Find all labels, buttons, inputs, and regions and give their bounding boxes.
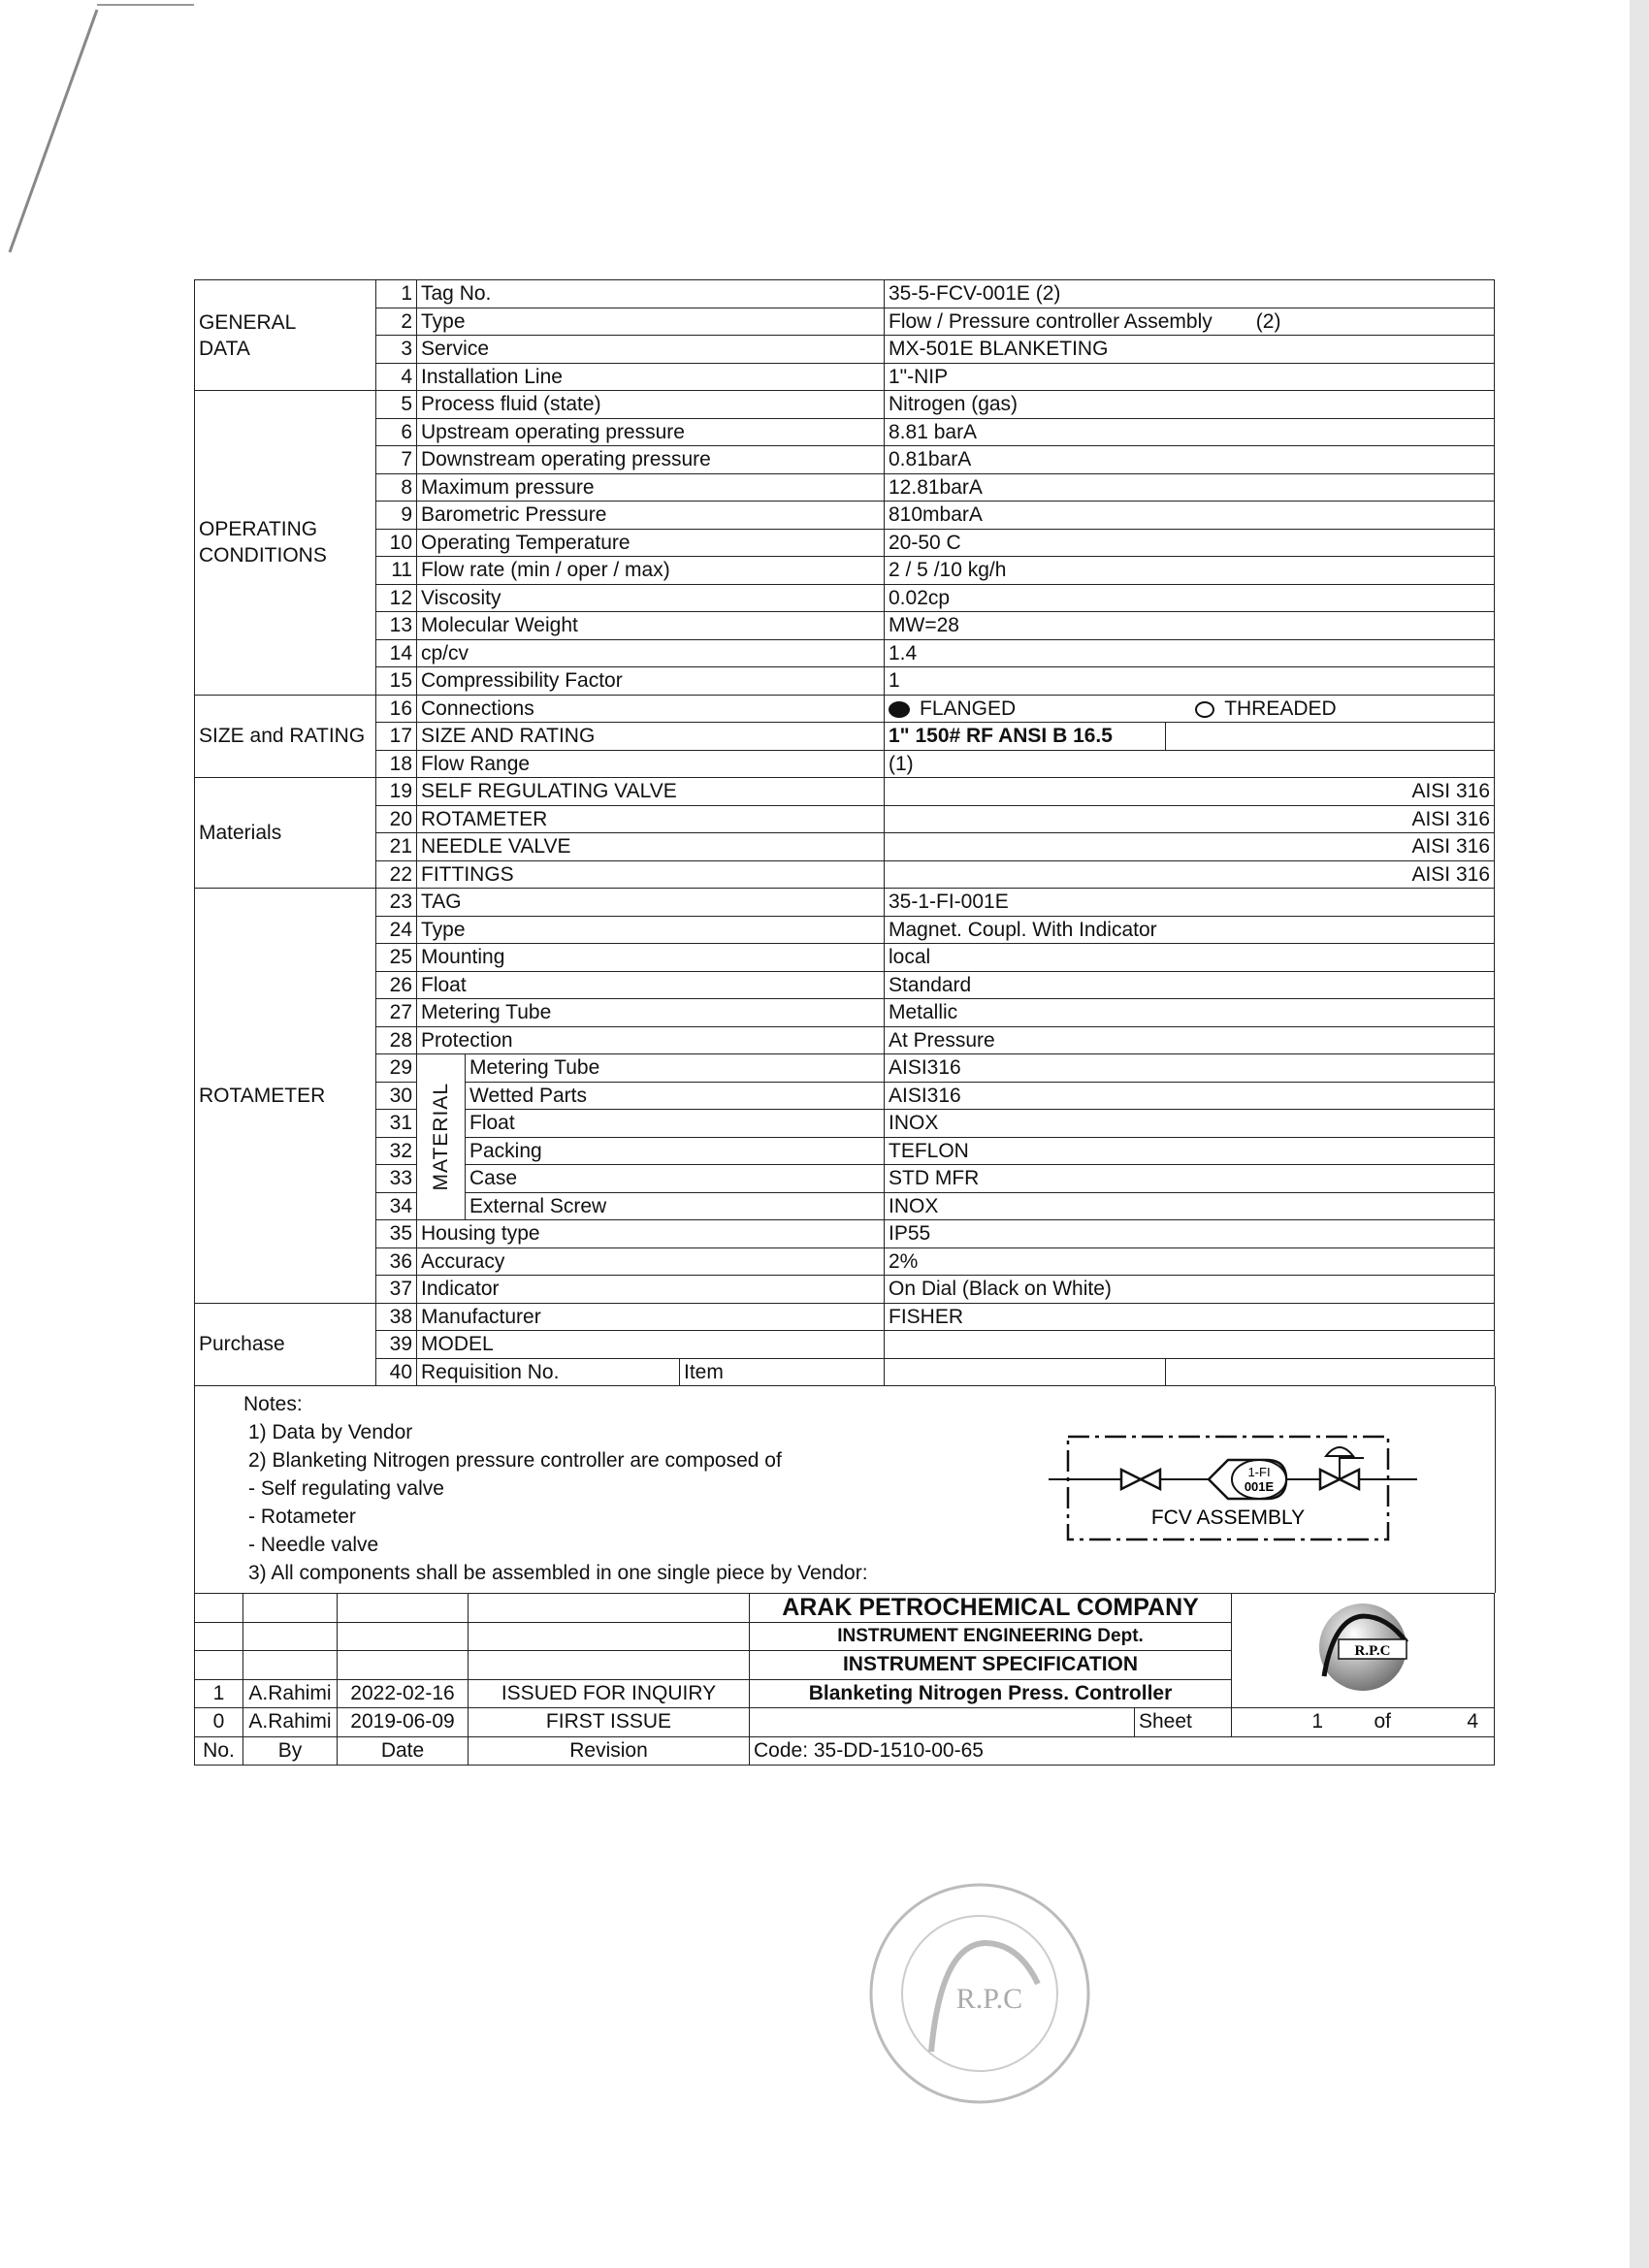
row-value: MW=28 (885, 612, 1495, 640)
row-value: AISI 316 (885, 860, 1495, 889)
row-number: 23 (376, 889, 417, 917)
document-title: Blanketing Nitrogen Press. Controller (750, 1679, 1232, 1708)
stamp-text: R.P.C (955, 1983, 1023, 2015)
connections-options (885, 695, 1495, 723)
row-number: 15 (376, 667, 417, 696)
row-label: cp/cv (417, 639, 885, 667)
spec-row (195, 750, 1495, 778)
rpc-logo (1285, 1599, 1440, 1696)
row-label: Tag No. (417, 280, 885, 308)
rev-no: 0 (195, 1708, 243, 1737)
fcv-bubble-top: 1-FI (1247, 1465, 1271, 1479)
company-name: ARAK PETROCHEMICAL COMPANY (750, 1594, 1232, 1623)
header-no: No. (195, 1736, 243, 1766)
spec-row (195, 308, 1495, 336)
spec-row (195, 336, 1495, 364)
spec-row (195, 1358, 1495, 1386)
row-value: AISI 316 (885, 805, 1495, 833)
note-line: - Self regulating valve (248, 1477, 444, 1500)
dept-name: INSTRUMENT ENGINEERING Dept. (750, 1622, 1232, 1651)
row-label: Viscosity (417, 584, 885, 612)
empty-radio-icon (1195, 701, 1214, 718)
spec-row (195, 805, 1495, 833)
row-label: Requisition No. (417, 1358, 680, 1386)
row-label: Mounting (417, 944, 885, 972)
fcv-label: FCV ASSEMBLY (1150, 1507, 1306, 1529)
row-value: INOX (885, 1192, 1495, 1220)
spec-row (195, 889, 1495, 917)
spec-row (195, 639, 1495, 667)
row-label: Barometric Pressure (417, 502, 885, 530)
rev-no: 1 (195, 1679, 243, 1708)
value-note: (2) (1255, 309, 1281, 333)
row-label: Packing (466, 1137, 885, 1165)
row-label: MODEL (417, 1331, 885, 1359)
row-value: FISHER (885, 1303, 1495, 1331)
row-value: AISI316 (885, 1082, 1495, 1110)
spec-row (195, 916, 1495, 944)
row-label: Service (417, 336, 885, 364)
row-label: SIZE AND RATING (417, 723, 885, 751)
spec-row (195, 833, 1495, 861)
row-label: Installation Line (417, 363, 885, 391)
rev-date: 2022-02-16 (338, 1679, 469, 1708)
row-label: Molecular Weight (417, 612, 885, 640)
row-number: 35 (376, 1220, 417, 1248)
company-stamp (863, 1877, 1096, 2110)
option-threaded: THREADED (1224, 697, 1337, 720)
sheet-label: Sheet (1135, 1708, 1232, 1737)
spec-row (195, 1110, 1495, 1138)
row-number: 26 (376, 971, 417, 999)
note-line: 2) Blanketing Nitrogen pressure controller are composed of (248, 1449, 782, 1472)
row-number: 37 (376, 1276, 417, 1304)
note-line: - Needle valve (248, 1534, 379, 1556)
spec-row (195, 1192, 1495, 1220)
spec-row (195, 557, 1495, 585)
row-value-empty (1166, 723, 1495, 751)
group-label-line: GENERAL (199, 310, 297, 334)
header-revision: Revision (469, 1736, 750, 1766)
spec-row (195, 667, 1495, 696)
row-value: INOX (885, 1110, 1495, 1138)
row-label: Protection (417, 1026, 885, 1054)
row-label: Upstream operating pressure (417, 418, 885, 446)
row-label: Flow rate (min / oper / max) (417, 557, 885, 585)
group-label-operating (195, 391, 376, 696)
group-label-rotameter: ROTAMETER (195, 889, 376, 1304)
row-number: 16 (376, 695, 417, 723)
row-number: 34 (376, 1192, 417, 1220)
scan-edge-mark (0, 0, 194, 291)
row-value: 35-1-FI-001E (885, 889, 1495, 917)
row-label: Flow Range (417, 750, 885, 778)
row-number: 17 (376, 723, 417, 751)
note-line: 1) Data by Vendor (248, 1421, 413, 1443)
spec-title: INSTRUMENT SPECIFICATION (750, 1651, 1232, 1680)
row-number: 33 (376, 1165, 417, 1193)
spec-row (195, 1137, 1495, 1165)
row-number: 22 (376, 860, 417, 889)
row-label: Wetted Parts (466, 1082, 885, 1110)
spec-row (195, 502, 1495, 530)
row-label: TAG (417, 889, 885, 917)
row-number: 8 (376, 473, 417, 502)
row-number: 24 (376, 916, 417, 944)
row-value (885, 1331, 1495, 1359)
row-value: (1) (885, 750, 1495, 778)
row-value: 2% (885, 1247, 1495, 1276)
spec-row (195, 944, 1495, 972)
row-number: 2 (376, 308, 417, 336)
spec-row (195, 723, 1495, 751)
scan-right-edge (1610, 0, 1649, 2268)
spec-row (195, 1247, 1495, 1276)
row-value: 20-50 C (885, 529, 1495, 557)
row-value: 1" 150# RF ANSI B 16.5 (885, 723, 1166, 751)
group-label-line: DATA (199, 337, 250, 360)
row-value: 0.81barA (885, 446, 1495, 474)
row-label: Downstream operating pressure (417, 446, 885, 474)
row-value: AISI 316 (885, 833, 1495, 861)
note-line: - Rotameter (248, 1506, 356, 1528)
row-number: 13 (376, 612, 417, 640)
row-number: 21 (376, 833, 417, 861)
spec-row (195, 612, 1495, 640)
row-number: 39 (376, 1331, 417, 1359)
row-value: Standard (885, 971, 1495, 999)
row-label: External Screw (466, 1192, 885, 1220)
row-number: 38 (376, 1303, 417, 1331)
option-flanged: FLANGED (920, 697, 1017, 720)
spec-table (194, 279, 1495, 1386)
notes-section (194, 1386, 1496, 1593)
row-value (885, 308, 1495, 336)
row-value: Metallic (885, 999, 1495, 1027)
row-label: FITTINGS (417, 860, 885, 889)
row-number: 9 (376, 502, 417, 530)
group-label-line: CONDITIONS (199, 544, 327, 567)
spec-row (195, 391, 1495, 419)
row-value: Nitrogen (gas) (885, 391, 1495, 419)
spec-row (195, 999, 1495, 1027)
spec-row (195, 529, 1495, 557)
row-label: Indicator (417, 1276, 885, 1304)
spec-row (195, 695, 1495, 723)
row-label: SELF REGULATING VALVE (417, 778, 885, 806)
row-number: 14 (376, 639, 417, 667)
row-number: 36 (376, 1247, 417, 1276)
spec-row (195, 1026, 1495, 1054)
row-number: 40 (376, 1358, 417, 1386)
row-label: Metering Tube (417, 999, 885, 1027)
spec-row (195, 1165, 1495, 1193)
row-value: AISI 316 (885, 778, 1495, 806)
spec-row (195, 418, 1495, 446)
rev-by: A.Rahimi (243, 1708, 338, 1737)
row-number: 4 (376, 363, 417, 391)
row-number: 3 (376, 336, 417, 364)
spec-row (195, 1331, 1495, 1359)
rev-desc: FIRST ISSUE (469, 1708, 750, 1737)
row-value: TEFLON (885, 1137, 1495, 1165)
row-label: Operating Temperature (417, 529, 885, 557)
row-number: 29 (376, 1054, 417, 1083)
row-label: NEEDLE VALVE (417, 833, 885, 861)
notes-heading: Notes: (243, 1393, 303, 1415)
row-label: Manufacturer (417, 1303, 885, 1331)
filled-radio-icon (889, 701, 910, 718)
group-label-purchase: Purchase (195, 1303, 376, 1386)
sheet-number: 1 of 4 (1232, 1708, 1495, 1737)
note-line: 3) All components shall be assembled in one single piece by Vendor: (248, 1562, 868, 1584)
row-value: 1.4 (885, 639, 1495, 667)
row-number: 1 (376, 280, 417, 308)
row-value: 1 (885, 667, 1495, 696)
row-number: 19 (376, 778, 417, 806)
spec-row (195, 473, 1495, 502)
spec-row (195, 1276, 1495, 1304)
row-value: 0.02cp (885, 584, 1495, 612)
row-number: 31 (376, 1110, 417, 1138)
row-value: MX-501E BLANKETING (885, 336, 1495, 364)
row-label: Float (466, 1110, 885, 1138)
row-label: Case (466, 1165, 885, 1193)
row-label: Metering Tube (466, 1054, 885, 1083)
row-value: 810mbarA (885, 502, 1495, 530)
row-value: 1"-NIP (885, 363, 1495, 391)
row-label: Connections (417, 695, 885, 723)
group-label-general (195, 280, 376, 391)
row-number: 25 (376, 944, 417, 972)
spec-row (195, 971, 1495, 999)
row-number: 30 (376, 1082, 417, 1110)
row-number: 32 (376, 1137, 417, 1165)
row-value-empty (1166, 1358, 1495, 1386)
group-label-size: SIZE and RATING (195, 695, 376, 778)
company-logo-cell (1232, 1594, 1495, 1708)
group-label-line: OPERATING (199, 518, 318, 541)
row-value: 35-5-FCV-001E (2) (885, 280, 1495, 308)
row-label: Process fluid (state) (417, 391, 885, 419)
row-number: 10 (376, 529, 417, 557)
row-value: local (885, 944, 1495, 972)
header-by: By (243, 1736, 338, 1766)
row-label: Type (417, 916, 885, 944)
spec-row (195, 1082, 1495, 1110)
row-value: 12.81barA (885, 473, 1495, 502)
logo-text: R.P.C (1354, 1642, 1391, 1659)
row-value: Magnet. Coupl. With Indicator (885, 916, 1495, 944)
spec-row (195, 584, 1495, 612)
row-label: Type (417, 308, 885, 336)
row-number: 20 (376, 805, 417, 833)
row-value: 8.81 barA (885, 418, 1495, 446)
row-number: 12 (376, 584, 417, 612)
row-value (885, 1358, 1166, 1386)
row-label: ROTAMETER (417, 805, 885, 833)
row-label: Maximum pressure (417, 473, 885, 502)
row-label: Float (417, 971, 885, 999)
spec-row (195, 1303, 1495, 1331)
spec-row (195, 1054, 1495, 1083)
group-label-materials: Materials (195, 778, 376, 889)
value-text: Flow / Pressure controller Assembly (889, 309, 1212, 333)
material-vertical-label: MATERIAL (430, 1083, 452, 1191)
row-number: 5 (376, 391, 417, 419)
document-code: Code: 35-DD-1510-00-65 (750, 1736, 1495, 1766)
row-label: Compressibility Factor (417, 667, 885, 696)
row-number: 27 (376, 999, 417, 1027)
header-date: Date (338, 1736, 469, 1766)
title-block (194, 1593, 1495, 1766)
row-number: 18 (376, 750, 417, 778)
spec-row (195, 778, 1495, 806)
fcv-bubble-bottom: 001E (1244, 1479, 1275, 1494)
row-number: 28 (376, 1026, 417, 1054)
row-number: 6 (376, 418, 417, 446)
row-value: IP55 (885, 1220, 1495, 1248)
spec-row (195, 363, 1495, 391)
row-label: Accuracy (417, 1247, 885, 1276)
spec-row (195, 1220, 1495, 1248)
rev-date: 2019-06-09 (338, 1708, 469, 1737)
spec-row (195, 446, 1495, 474)
rev-by: A.Rahimi (243, 1679, 338, 1708)
row-value: At Pressure (885, 1026, 1495, 1054)
row-number: 7 (376, 446, 417, 474)
row-value: STD MFR (885, 1165, 1495, 1193)
spec-row (195, 860, 1495, 889)
spec-sheet (194, 279, 1494, 1766)
material-vertical-cell (417, 1054, 466, 1220)
row-number: 11 (376, 557, 417, 585)
spec-row (195, 280, 1495, 308)
row-value: On Dial (Black on White) (885, 1276, 1495, 1304)
fcv-assembly-diagram (1049, 1429, 1437, 1545)
rev-desc: ISSUED FOR INQUIRY (469, 1679, 750, 1708)
item-label: Item (680, 1358, 885, 1386)
row-value: AISI316 (885, 1054, 1495, 1083)
row-label: Housing type (417, 1220, 885, 1248)
row-value: 2 / 5 /10 kg/h (885, 557, 1495, 585)
